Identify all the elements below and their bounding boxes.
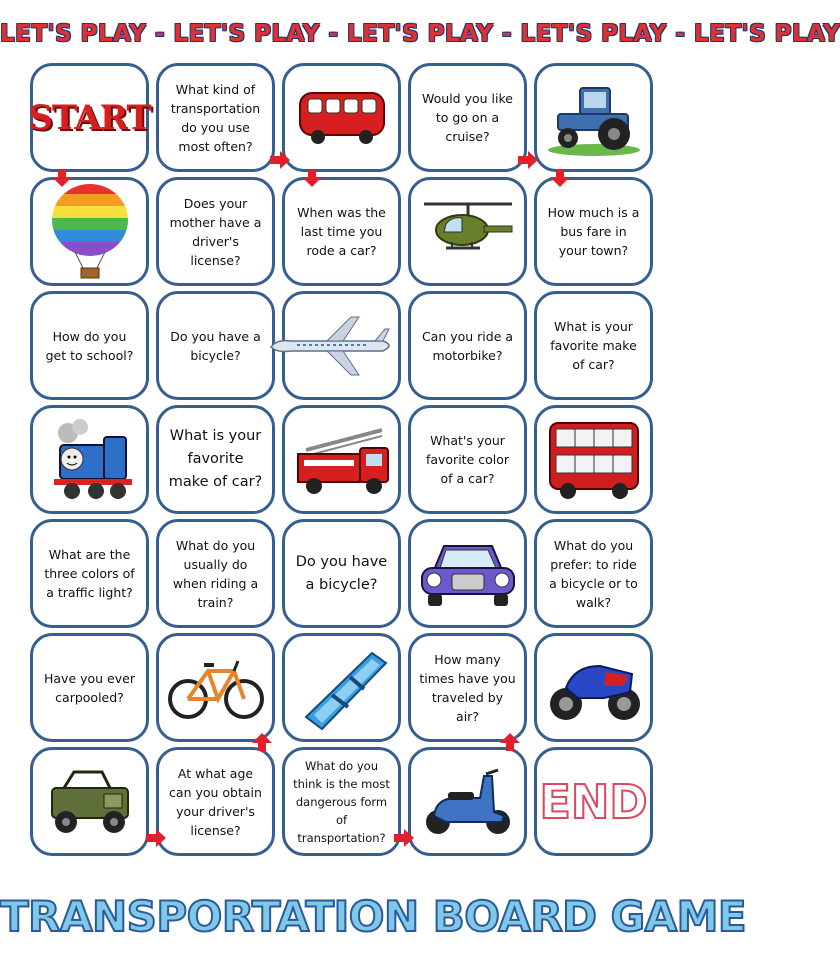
boat-icon <box>292 643 392 733</box>
cell-question[interactable] <box>282 177 401 286</box>
cell-train[interactable] <box>30 405 149 514</box>
cell-balloon[interactable] <box>30 177 149 286</box>
car-icon <box>416 534 520 614</box>
cell-question[interactable] <box>534 291 653 400</box>
question-text: What is your favorite make of car? <box>550 319 637 372</box>
question-text: Do you have a bicycle? <box>170 328 261 363</box>
cell-firetruck[interactable] <box>282 405 401 514</box>
banner-lets-play: LET'S PLAY - LET'S PLAY - LET'S PLAY - LET'S PLAY - LET'S PLAY <box>0 14 680 54</box>
cell-double-decker[interactable] <box>534 405 653 514</box>
cell-question[interactable] <box>156 519 275 628</box>
cell-car[interactable] <box>408 519 527 628</box>
double-decker-bus-icon <box>544 415 644 505</box>
bicycle-icon <box>164 653 268 723</box>
end-label: END <box>539 774 648 829</box>
cell-question[interactable] <box>156 747 275 856</box>
question-text: What do you think is the most dangerous form of transportation? <box>293 758 390 845</box>
arrow-down-icon <box>302 169 322 187</box>
tractor-icon <box>544 78 644 158</box>
arrow-up-icon <box>500 733 520 751</box>
cell-question[interactable] <box>156 63 275 172</box>
question-text: What do you usually do when riding a train? <box>172 537 259 610</box>
motorcycle-icon <box>544 648 644 728</box>
cell-question[interactable] <box>534 519 653 628</box>
cell-question[interactable] <box>408 405 527 514</box>
question-text: How many times have you traveled by air? <box>419 651 516 724</box>
start-label: START <box>28 97 151 138</box>
page-title: TRANSPORTATION BOARD GAME <box>0 892 747 941</box>
cell-jeep[interactable] <box>30 747 149 856</box>
cell-tractor[interactable] <box>534 63 653 172</box>
question-text: When was the last time you rode a car? <box>297 205 386 258</box>
cell-question[interactable] <box>30 519 149 628</box>
question-text: What kind of transportation do you use most often? <box>170 81 261 154</box>
jeep-icon <box>40 762 140 842</box>
cell-question[interactable] <box>408 291 527 400</box>
cell-question[interactable] <box>534 177 653 286</box>
question-text: What's your favorite color of a car? <box>425 433 510 486</box>
arrow-right-icon <box>394 829 414 847</box>
fire-truck-icon <box>290 420 394 500</box>
cell-bicycle[interactable] <box>156 633 275 742</box>
helicopter-icon <box>418 192 518 272</box>
question-text: What is your favorite make of car? <box>168 428 263 490</box>
cell-question[interactable] <box>156 177 275 286</box>
cell-question[interactable] <box>156 405 275 514</box>
arrow-right-icon <box>146 829 166 847</box>
question-text: Have you ever carpooled? <box>44 670 135 705</box>
cell-end[interactable] <box>534 747 653 856</box>
cell-question[interactable] <box>282 747 401 856</box>
cell-start[interactable] <box>30 63 149 172</box>
arrow-down-icon <box>550 169 570 187</box>
cell-airplane[interactable] <box>282 291 401 400</box>
cell-question[interactable] <box>30 291 149 400</box>
train-icon <box>40 415 140 505</box>
cell-question[interactable] <box>156 291 275 400</box>
arrow-up-icon <box>252 733 272 751</box>
question-text: Do you have a bicycle? <box>295 553 388 593</box>
cell-question[interactable] <box>282 519 401 628</box>
question-text: How do you get to school? <box>45 328 134 363</box>
cell-motorcycle[interactable] <box>534 633 653 742</box>
arrow-right-icon <box>270 151 290 169</box>
cell-scooter[interactable] <box>408 747 527 856</box>
cell-question[interactable] <box>408 63 527 172</box>
question-text: Can you ride a motorbike? <box>421 328 514 363</box>
hot-air-balloon-icon <box>45 182 135 282</box>
question-text: How much is a bus fare in your town? <box>547 205 640 258</box>
arrow-down-icon <box>52 169 72 187</box>
question-text: What do you prefer: to ride a bicycle or to walk? <box>549 537 638 610</box>
cell-question[interactable] <box>30 633 149 742</box>
question-text: Would you like to go on a cruise? <box>422 91 513 144</box>
question-text: Does your mother have a driver's license? <box>169 195 262 268</box>
question-text: What are the three colors of a traffic light? <box>44 547 135 600</box>
cell-question[interactable] <box>408 633 527 742</box>
scooter-icon <box>418 762 518 842</box>
arrow-right-icon <box>518 151 538 169</box>
cell-helicopter[interactable] <box>408 177 527 286</box>
cell-bus[interactable] <box>282 63 401 172</box>
bus-icon <box>292 83 392 153</box>
airplane-icon <box>267 311 397 381</box>
question-text: At what age can you obtain your driver's license? <box>169 765 262 838</box>
cell-boat[interactable] <box>282 633 401 742</box>
